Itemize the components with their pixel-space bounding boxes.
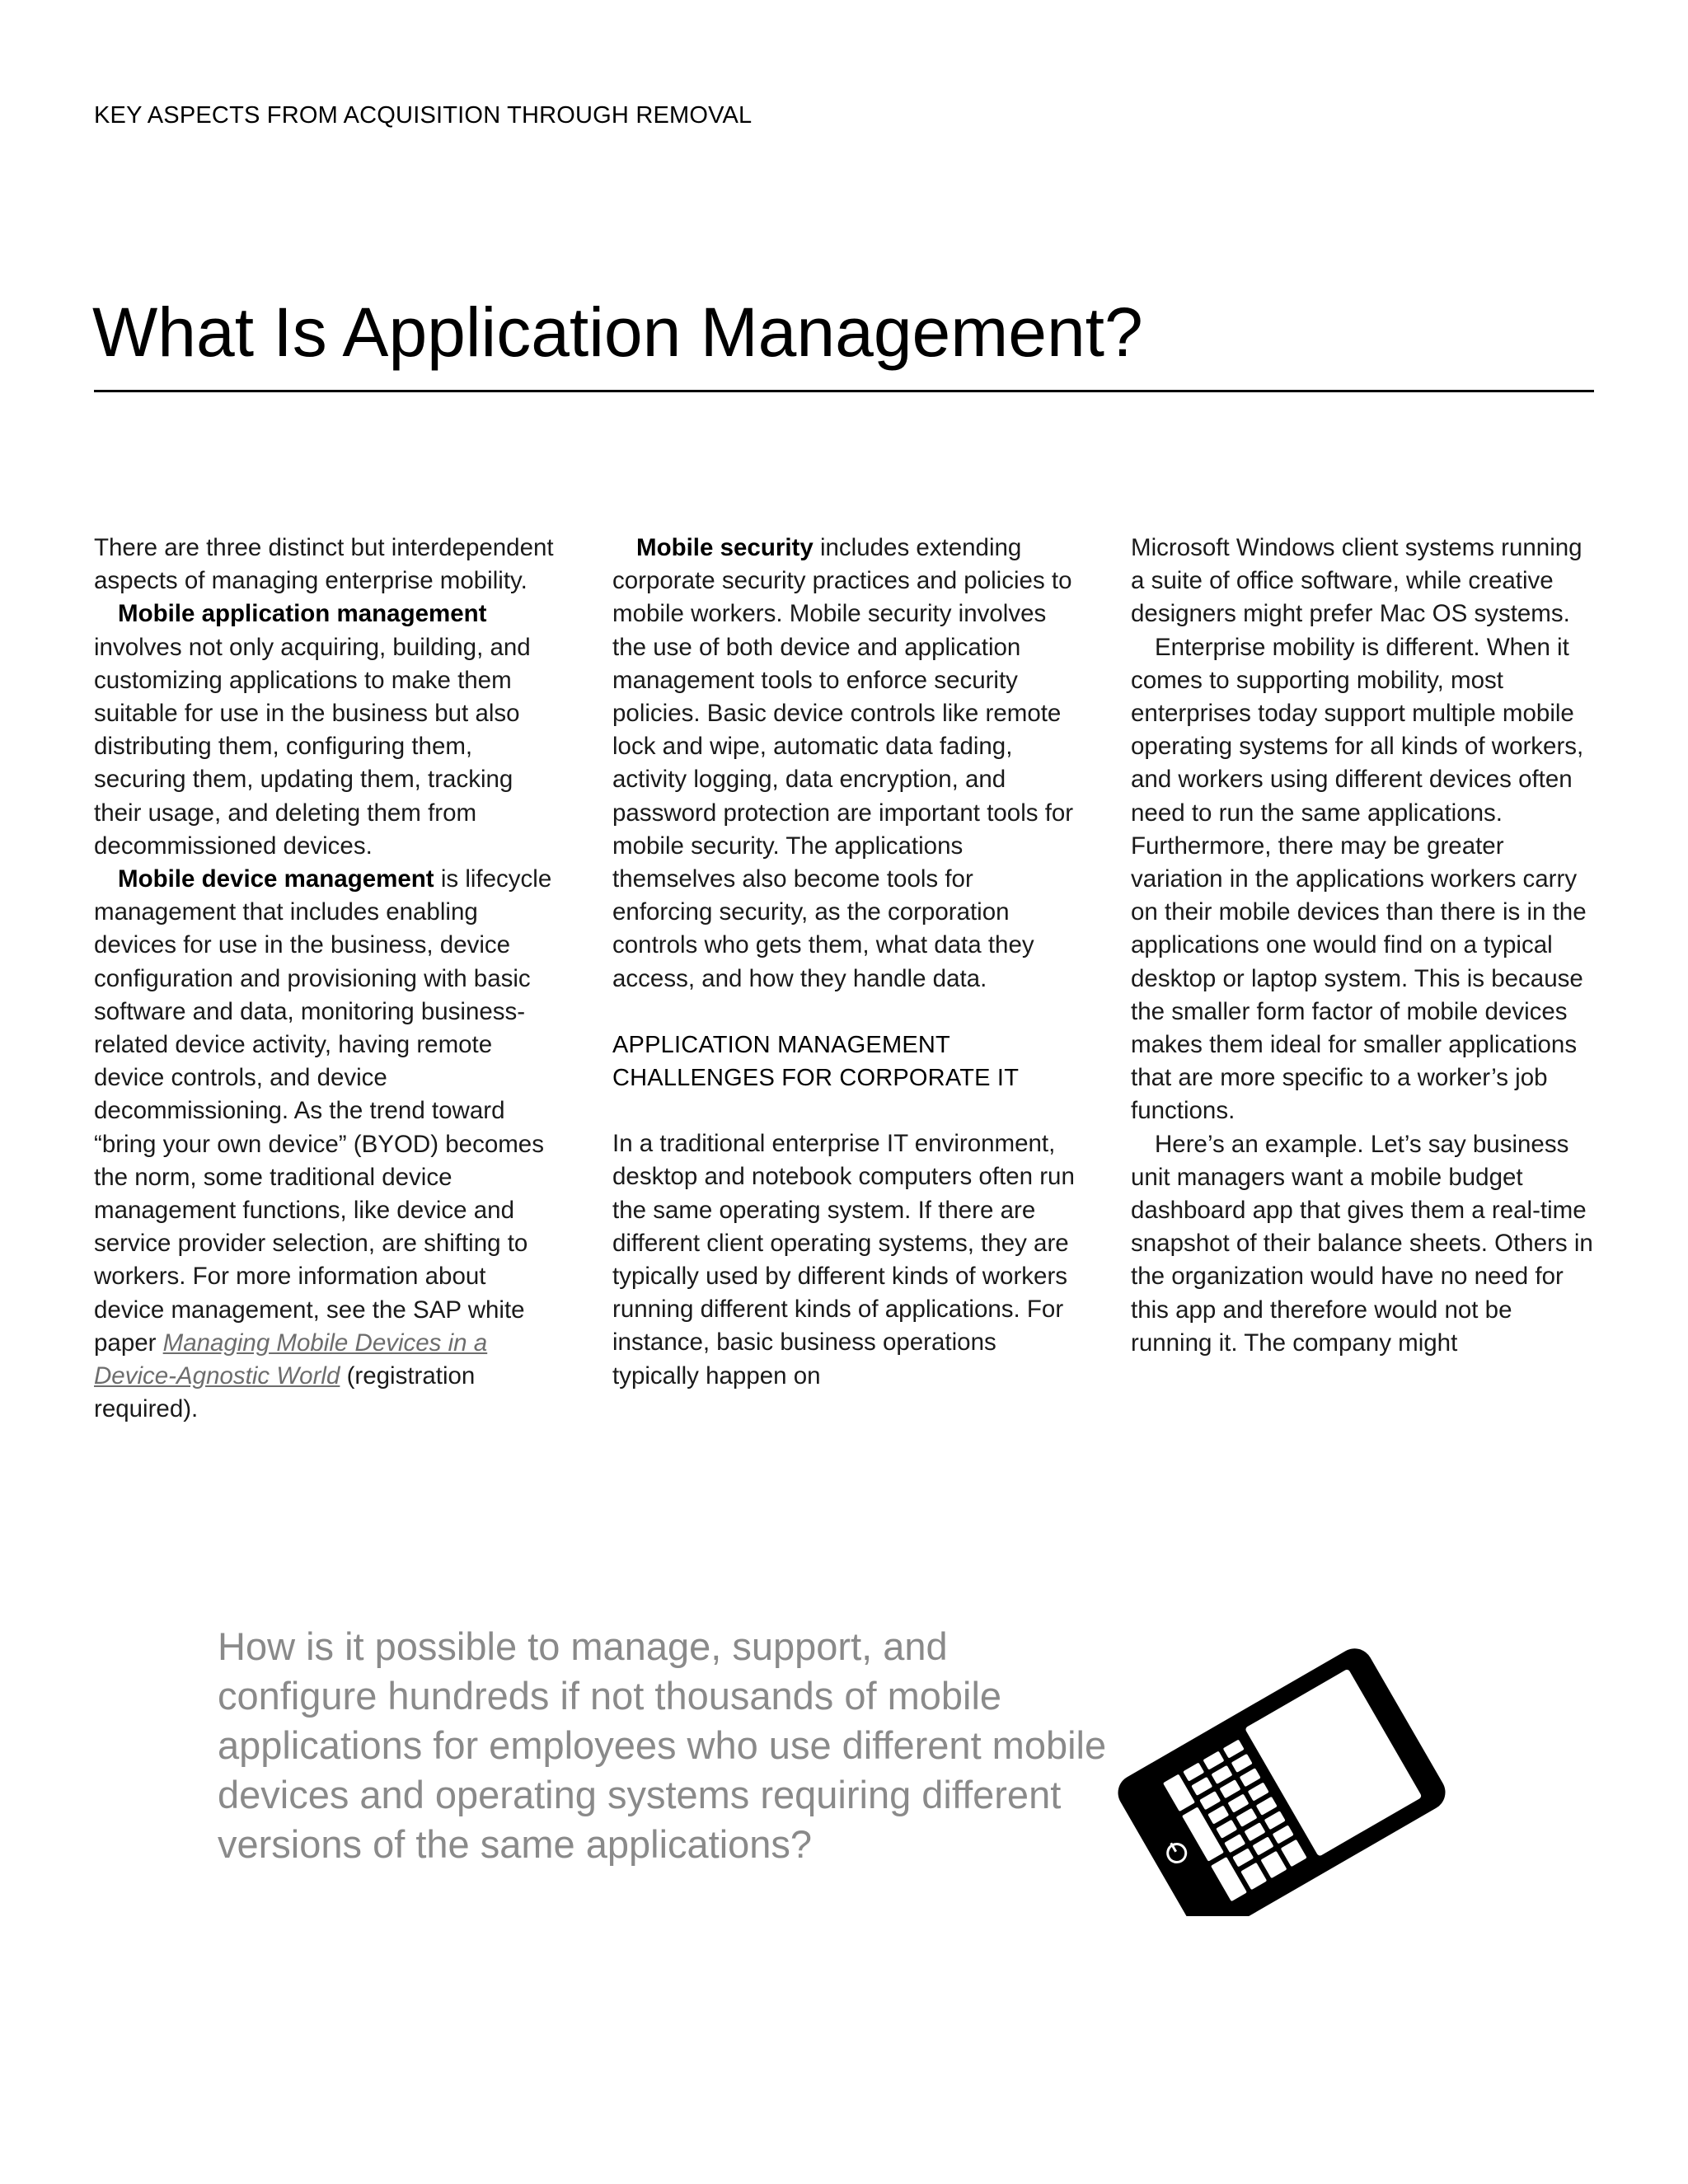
pull-quote: How is it possible to manage, support, and configure hundreds if not thousands of mobile applications for employees who use different mobile devices and operating systems requiring different versions of the same applications?: [218, 1624, 1107, 1866]
windows-paragraph: Microsoft Windows client systems running a suite of office software, while creative designers might prefer Mac OS systems.: [1131, 534, 1582, 628]
registration-note: (registration required).: [94, 1362, 476, 1423]
device-management-paragraph: [94, 863, 560, 1426]
title-rule: [94, 390, 1594, 392]
section-subhead: APPLICATION MANAGEMENT CHALLENGES FOR CORPORATE IT: [612, 1031, 1020, 1092]
intro-paragraph: There are three distinct but interdependent aspects of managing enterprise mobility.: [94, 534, 554, 595]
app-management-text: involves not only acquiring, building, and customizing applications to make them suitable for use in the business but also distributing them, configuring them, securing them, updating them, tracking their usage, and deleting them from decommissioned devices.: [94, 633, 531, 860]
enterprise-mobility-paragraph: Enterprise mobility is different. When it comes to supporting mobility, most enterprises today support multiple mobile operating systems for all kinds of workers, and workers using different devices often need to run the same applications. Furthermore, there may be greater variation in the applications workers carry on their mobile devices than there is in the applications one would find on a typical desktop or laptop system. This is because the smaller form factor of mobile devices makes them ideal for smaller applications that are more specific to a worker’s job functions.: [1131, 633, 1587, 1125]
body-column-3: [1131, 532, 1597, 1360]
traditional-it-paragraph: In a traditional enterprise IT environment, desktop and notebook computers often run the same operating system. If there are different client operating systems, they are typically used by different kinds of workers running different kinds of applications. For instance, basic business operations typically happen on: [612, 1130, 1075, 1390]
page-title: What Is Application Management?: [92, 293, 1143, 371]
mobile-security-paragraph: [612, 532, 1078, 996]
example-paragraph: Here’s an example. Let’s say business unit managers want a mobile budget dashboard app that gives them a real-time snapshot of their balance sheets. Others in the organization would have no need for this app and therefore would not be running it. The company might: [1131, 1130, 1593, 1357]
running-header: KEY ASPECTS FROM ACQUISITION THROUGH REMOVAL: [94, 102, 753, 129]
app-management-term: Mobile application management: [118, 600, 487, 628]
smartphone-icon: [1096, 1619, 1484, 1916]
white-paper-link[interactable]: Managing Mobile Devices in a Device-Agnostic World: [94, 1329, 488, 1390]
device-management-text: is lifecycle management that includes enabling devices for use in the business, device configuration and provisioning with basic software and data, monitoring business-related device activity, having remote device controls, and device decommissioning. As the trend toward “bring your own device” (BYOD) becomes the norm, some traditional device management functions, like device and service provider selection, are shifting to workers. For more information about device management, see the SAP white paper: [94, 865, 552, 1357]
body-column-1: [94, 532, 560, 1426]
app-management-paragraph: [94, 598, 560, 863]
mobile-security-term: Mobile security: [636, 534, 814, 561]
mobile-security-text: includes extending corporate security practices and policies to mobile workers. Mobile security involves the use of both device and application management tools to enforce security policies. Basic device controls like remote lock and wipe, automatic data fading, activity logging, data encryption, and password protection are important tools for mobile security. The applications themselves also become tools for enforcing security, as the corporation controls who gets them, what data they access, and how they handle data.: [612, 534, 1074, 992]
body-column-2: [612, 532, 1078, 1393]
device-management-term: Mobile device management: [118, 865, 434, 893]
